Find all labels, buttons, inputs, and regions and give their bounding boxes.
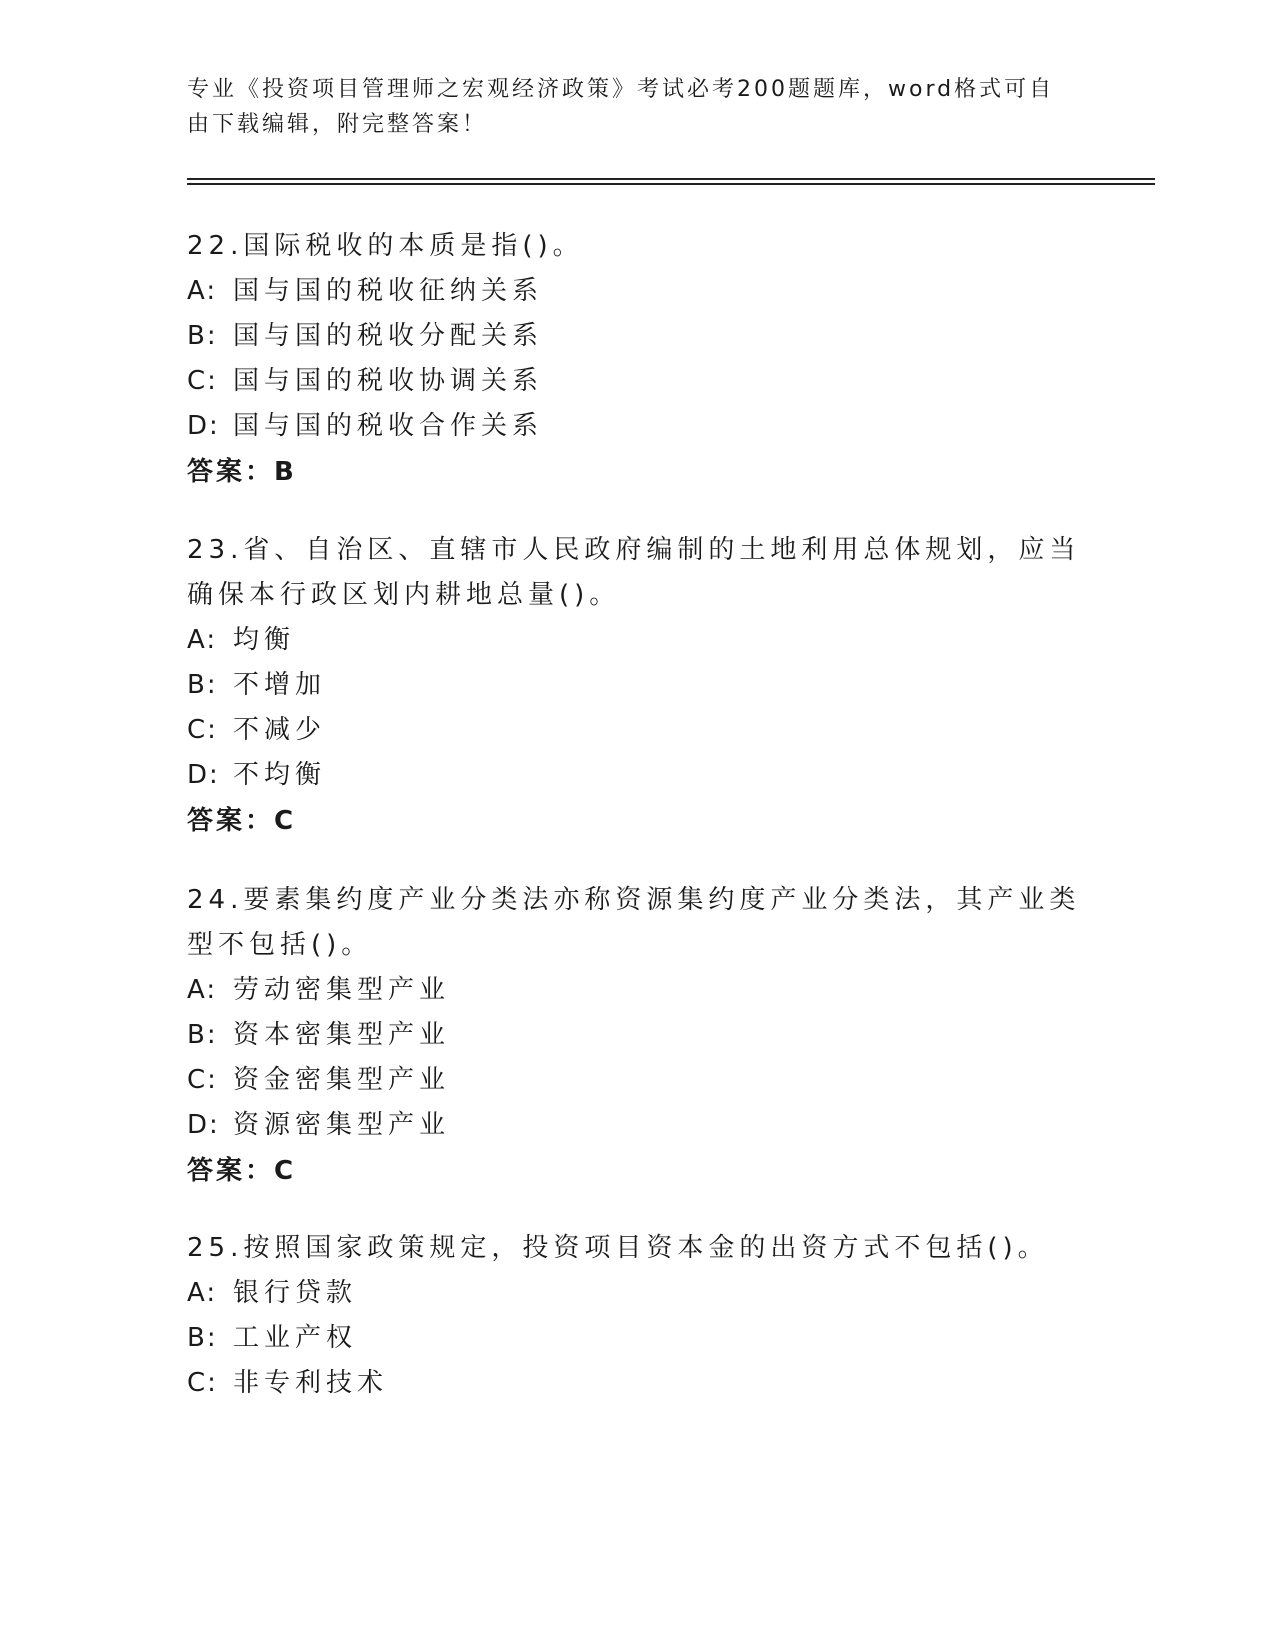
answer-value: C	[274, 806, 297, 836]
option-d	[187, 1103, 1087, 1148]
option-label: B:	[187, 1323, 218, 1353]
option-text: 资本密集型产业	[233, 1020, 451, 1050]
option-label: A:	[187, 625, 218, 655]
option-d	[187, 753, 1087, 798]
option-b	[187, 1316, 1087, 1361]
option-text: 国与国的税收合作关系	[233, 411, 544, 441]
option-b	[187, 314, 1087, 359]
option-label: A:	[187, 276, 218, 306]
answer-label: 答案：	[187, 457, 275, 487]
document-header	[187, 72, 1067, 142]
option-label: B:	[187, 670, 218, 700]
answer-line	[187, 449, 1087, 495]
option-a	[187, 1271, 1087, 1316]
option-text: 工业产权	[233, 1323, 358, 1353]
option-a	[187, 968, 1087, 1013]
option-label: A:	[187, 975, 218, 1005]
option-label: A:	[187, 1278, 218, 1308]
option-text: 资源密集型产业	[233, 1110, 451, 1140]
option-b	[187, 663, 1087, 708]
option-a	[187, 269, 1087, 314]
option-label: C:	[187, 1368, 218, 1398]
header-divider-bottom	[187, 183, 1155, 185]
answer-value: B	[274, 457, 297, 487]
option-label: C:	[187, 1065, 218, 1095]
answer-label: 答案：	[187, 806, 275, 836]
option-c	[187, 708, 1087, 753]
question-22	[187, 224, 1087, 495]
question-stem: 25.按照国家政策规定，投资项目资本金的出资方式不包括()。	[187, 1233, 1049, 1263]
option-text: 国与国的税收征纳关系	[233, 276, 544, 306]
question-stem: 23.省、自治区、直辖市人民政府编制的土地利用总体规划，应当确保本行政区划内耕地总量()。	[187, 535, 1081, 610]
option-text: 不均衡	[233, 760, 327, 790]
option-c	[187, 359, 1087, 404]
option-text: 国与国的税收协调关系	[233, 366, 544, 396]
option-text: 资金密集型产业	[233, 1065, 451, 1095]
header-divider-top	[187, 178, 1155, 180]
option-label: C:	[187, 366, 218, 396]
question-25	[187, 1226, 1087, 1406]
option-text: 不减少	[233, 715, 327, 745]
option-text: 不增加	[233, 670, 327, 700]
answer-value: C	[274, 1156, 297, 1186]
question-23	[187, 528, 1087, 844]
option-label: B:	[187, 1020, 218, 1050]
option-b	[187, 1013, 1087, 1058]
option-c	[187, 1361, 1087, 1406]
option-text: 均衡	[233, 625, 296, 655]
question-stem: 22.国际税收的本质是指()。	[187, 231, 584, 261]
option-text: 银行贷款	[233, 1278, 358, 1308]
option-text: 非专利技术	[233, 1368, 389, 1398]
option-label: C:	[187, 715, 218, 745]
option-a	[187, 618, 1087, 663]
answer-line	[187, 798, 1087, 844]
answer-label: 答案：	[187, 1156, 275, 1186]
option-text: 劳动密集型产业	[233, 975, 451, 1005]
option-label: B:	[187, 321, 218, 351]
option-c	[187, 1058, 1087, 1103]
question-stem: 24.要素集约度产业分类法亦称资源集约度产业分类法，其产业类型不包括()。	[187, 885, 1081, 960]
header-text: 专业《投资项目管理师之宏观经济政策》考试必考200题题库，word格式可自由下载编辑，附完整答案！	[187, 77, 1055, 137]
answer-line	[187, 1148, 1087, 1194]
option-label: D:	[187, 411, 220, 441]
option-d	[187, 404, 1087, 449]
option-label: D:	[187, 760, 220, 790]
option-text: 国与国的税收分配关系	[233, 321, 544, 351]
option-label: D:	[187, 1110, 220, 1140]
question-24	[187, 878, 1087, 1194]
